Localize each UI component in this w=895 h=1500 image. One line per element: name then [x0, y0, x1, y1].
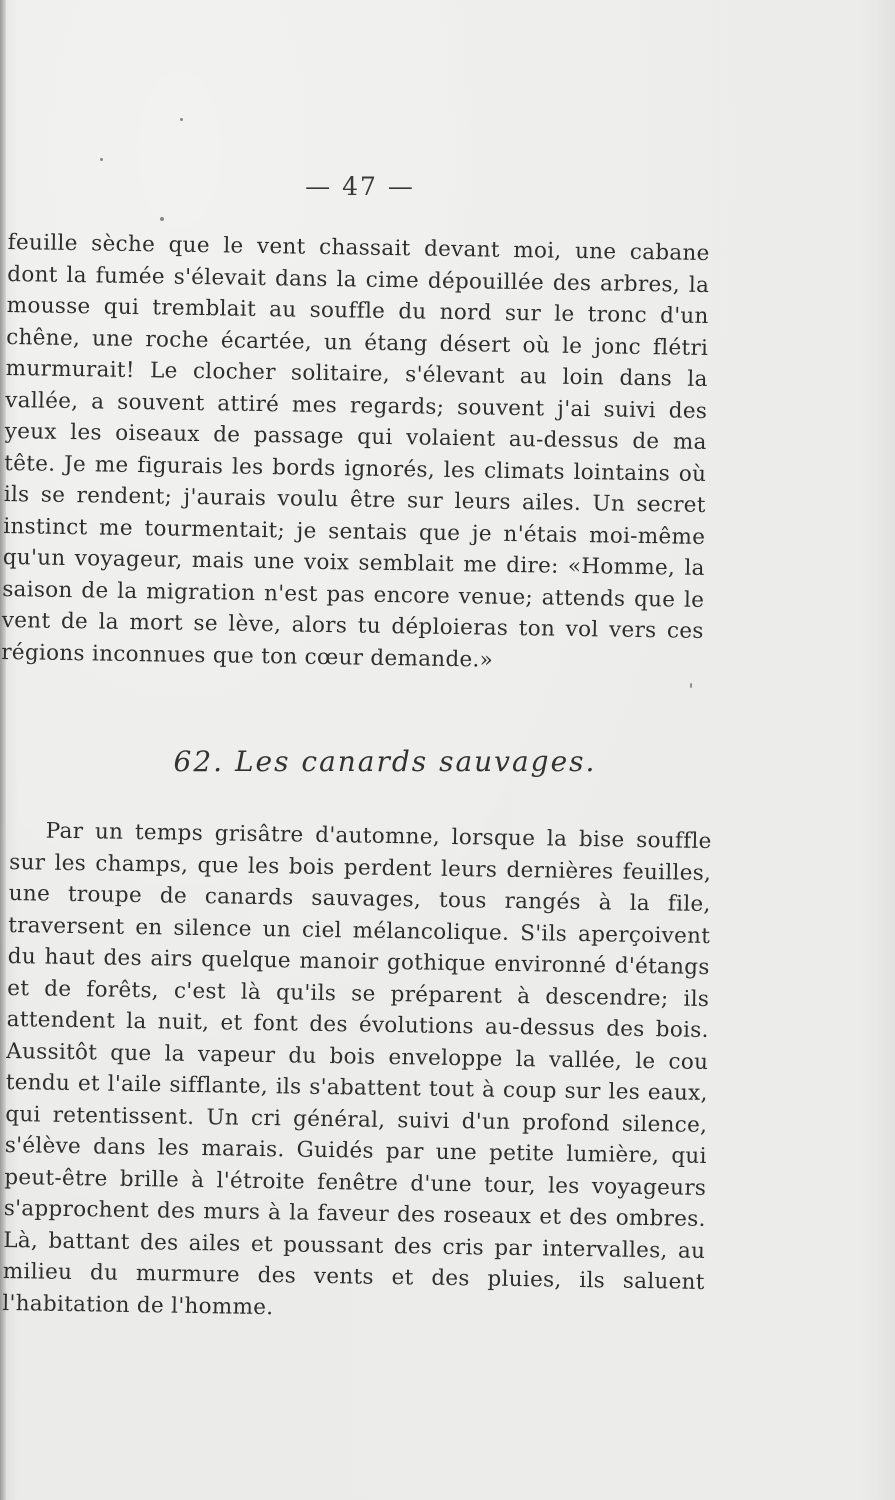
page-number: — 47 — [305, 172, 415, 201]
paragraph-text: feuille sèche que le vent chassait devant moi, une cabane dont la fumée s'élevait dans la cime dépouillée des arbres, la mousse qui tremblait au souffle du nord sur le tronc d'un chêne, une roche écartée, un étang désert où le jonc flétri murmurait! Le clocher solitaire, s'élevant au loin dans la vallée, a souvent attiré mes regards; souvent j'ai suivi des yeux les oiseaux de passage qui volaient au-dessus de ma tête. Je me figurais les bords ignorés, les climats lointains où ils se rendent; j'aurais voulu être sur leurs ailes. Un secret instinct me tourmentait; je sentais que je n'étais moi-même qu'un voyageur, mais une voix semblait me dire: «Homme, la saison de la migration n'est pas encore venue; attends que le vent de la mort se lève, alors tu déploieras ton vol vers ces régions inconnues que ton cœur demande.» [1, 229, 710, 673]
section-heading: 62. Les canards sauvages. [173, 745, 597, 778]
paper-speck [160, 217, 164, 221]
paragraph-text: Par un temps grisâtre d'automne, lorsque la bise souffle sur les champs, que les bois perdent leurs dernières feuilles, une troupe de canards sauvages, tous rangés à la file, traversent en silence un ciel mélancolique. S'ils aperçoivent du haut des airs quelque manoir gothique environné d'étangs et de forêts, c'est là qu'ils se préparent à descendre; ils attendent la nuit, et font des évolutions au-dessus des bois. Aussitôt que la vapeur du bois enveloppe la vallée, le cou tendu et l'aile sifflante, ils s'abattent tout à coup sur les eaux, qui retentissent. Un cri général, suivi d'un profond silence, s'élève dans les marais. Guidés par une petite lumière, qui peut-être brille à l'étroite fenêtre d'une tour, les voyageurs s'approchent des murs à la faveur des roseaux et des ombres. Là, battant des ailes et poussant des cris par intervalles, au milieu du murmure des vents et des pluies, ils saluent l'habitation de l'homme. [2, 818, 712, 1320]
paragraph-continued [1, 227, 710, 679]
paper-speck [100, 158, 103, 161]
paragraph-canards [2, 815, 712, 1330]
paper-speck [690, 683, 692, 688]
paper-speck [180, 118, 183, 121]
